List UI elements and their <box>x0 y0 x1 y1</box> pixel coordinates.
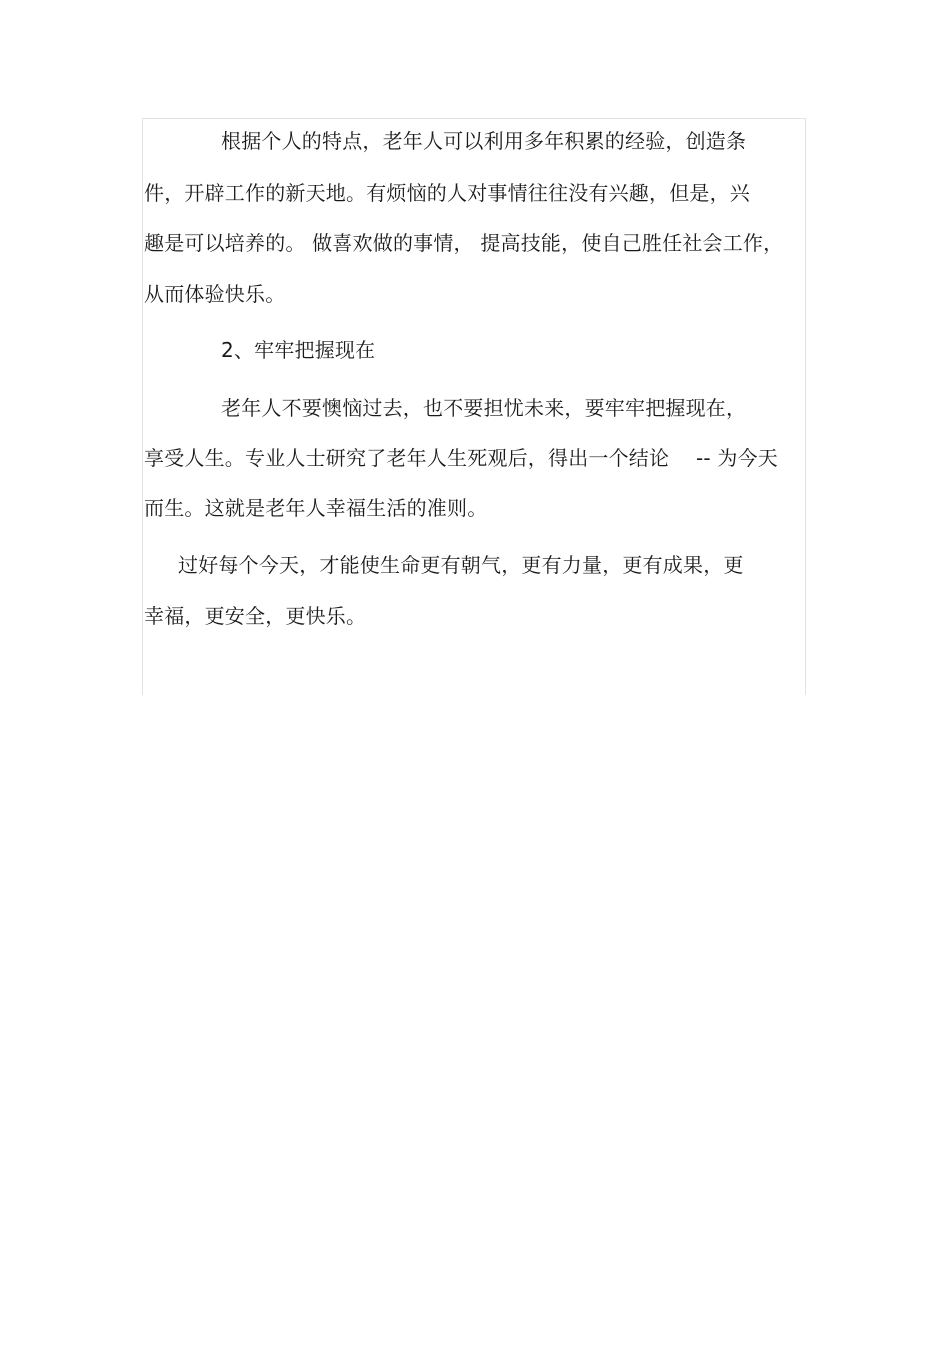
section-heading: 2、牢牢把握现在 <box>221 338 376 362</box>
paragraph-1-line-4: 从而体验快乐。 <box>144 282 286 306</box>
paragraph-3-line-1: 过好每个今天，才能使生命更有朝气，更有力量，更有成果，更 <box>178 553 744 577</box>
paragraph-2-line-2: 享受人生。专业人士研究了老年人生死观后，得出一个结论 -- 为今天 <box>144 446 778 470</box>
paragraph-2-line-1: 老年人不要懊恼过去，也不要担忧未来，要牢牢把握现在， <box>221 396 747 420</box>
paragraph-2-line-3: 而生。这就是老年人幸福生活的准则。 <box>144 496 488 520</box>
paragraph-3-line-2: 幸福，更安全，更快乐。 <box>144 604 367 628</box>
paragraph-1-line-3: 趣是可以培养的。 做喜欢做的事情， 提高技能，使自己胜任社会工作， <box>144 231 784 255</box>
paragraph-1-line-1: 根据个人的特点，老年人可以利用多年积累的经验，创造条 <box>221 129 747 153</box>
paragraph-1-line-2: 件，开辟工作的新天地。有烦恼的人对事情往往没有兴趣，但是，兴 <box>144 181 750 205</box>
